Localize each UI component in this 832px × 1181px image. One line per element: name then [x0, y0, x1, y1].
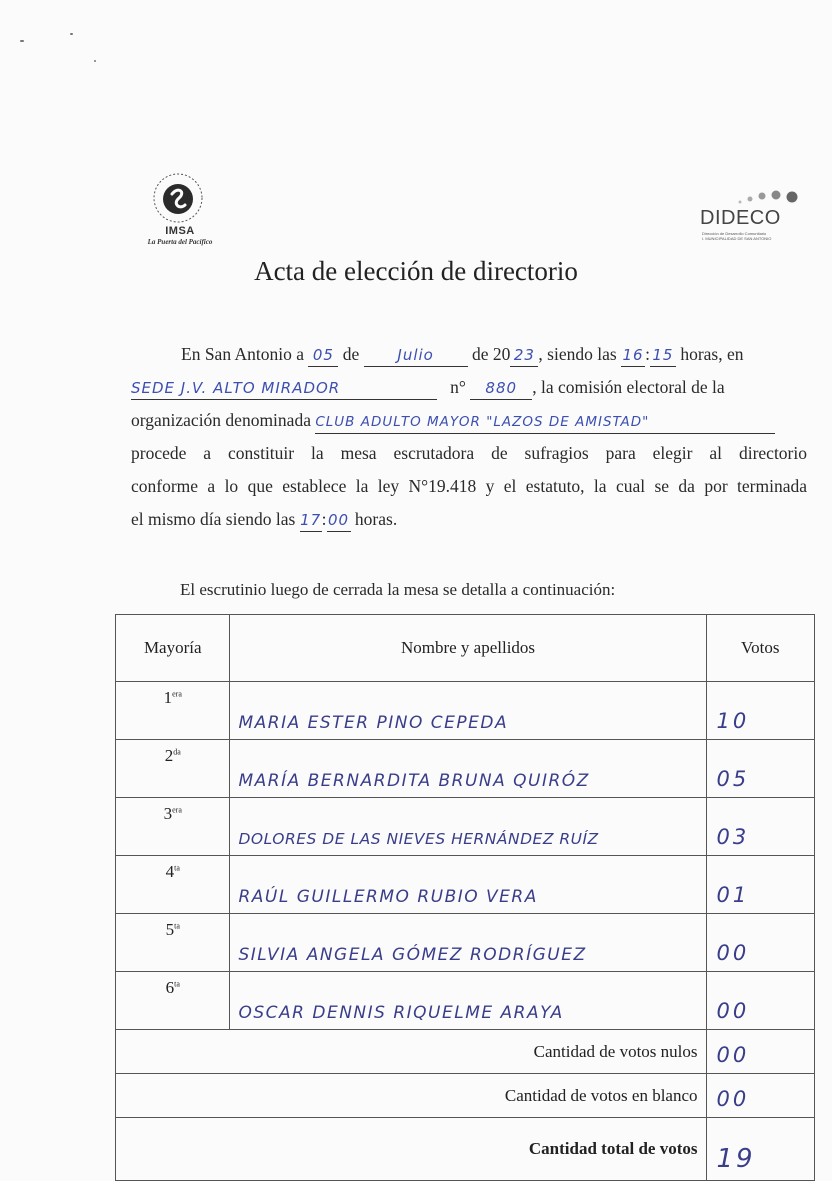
end-minute-value: 00	[328, 511, 350, 529]
text-fragment: horas, en	[680, 344, 744, 364]
table-row	[116, 740, 815, 798]
rank-cell	[116, 740, 230, 798]
rank-cell	[116, 682, 230, 740]
candidate-votes: 05	[716, 767, 750, 791]
body-line-5: conforme a lo que establece la ley N°19.418 y el estatuto, la cual se da por terminada	[131, 476, 807, 496]
null-votes-label: Cantidad de votos nulos	[116, 1030, 707, 1074]
rank-cell	[116, 856, 230, 914]
rank-suffix: ta	[174, 921, 180, 931]
candidate-name: DOLORES DE LAS NIEVES HERNÁNDEZ RUÍZ	[238, 830, 599, 848]
dideco-logo-subtitle: Dirección de Desarrollo Comunitario	[702, 231, 767, 236]
dideco-logo	[696, 188, 806, 248]
votes-cell	[706, 798, 814, 856]
total-votes-row	[116, 1118, 815, 1181]
table-row	[116, 914, 815, 972]
blank-votes-label: Cantidad de votos en blanco	[116, 1074, 707, 1118]
organization-value: CLUB ADULTO MAYOR "LAZOS DE AMISTAD"	[315, 414, 650, 430]
body-paragraph	[131, 338, 807, 536]
table-row	[116, 798, 815, 856]
table-row	[116, 972, 815, 1030]
blank-votes-value: 00	[716, 1087, 750, 1111]
location-blank	[131, 376, 437, 400]
dideco-dots-icon	[732, 188, 802, 208]
time-separator: :	[321, 509, 327, 529]
month-blank	[364, 343, 468, 367]
text-fragment: , siendo las	[538, 344, 617, 364]
text-fragment: de 20	[472, 344, 511, 364]
candidate-votes: 01	[716, 883, 750, 907]
null-votes-row	[116, 1030, 815, 1074]
body-line-6	[131, 503, 807, 536]
month-value: Julio	[397, 346, 434, 364]
dideco-logo-municipality: I. MUNICIPALIDAD DE SAN ANTONIO	[702, 236, 772, 241]
start-hour-blank	[621, 343, 645, 367]
candidate-name: RAÚL GUILLERMO RUBIO VERA	[238, 887, 538, 907]
name-cell	[230, 682, 706, 740]
blank-votes-cell	[706, 1074, 814, 1118]
votes-cell	[706, 972, 814, 1030]
header-rank: Mayoría	[116, 615, 230, 682]
null-votes-value: 00	[716, 1043, 750, 1067]
imsa-emblem-icon	[152, 172, 204, 224]
name-cell	[230, 798, 706, 856]
location-number-blank	[470, 376, 532, 400]
candidate-name: OSCAR DENNIS RIQUELME ARAYA	[238, 1003, 564, 1023]
end-minute-blank	[327, 508, 351, 532]
table-header-row	[116, 615, 815, 682]
scan-speck	[70, 33, 73, 35]
votes-cell	[706, 740, 814, 798]
null-votes-cell	[706, 1030, 814, 1074]
rank-number: 3	[163, 804, 173, 823]
dideco-logo-name: DIDECO	[700, 207, 781, 229]
name-cell	[230, 972, 706, 1030]
body-line-2	[131, 371, 807, 404]
year-value: 23	[513, 346, 535, 364]
day-value: 05	[312, 346, 334, 364]
votes-cell	[706, 856, 814, 914]
candidate-name: MARIA ESTER PINO CEPEDA	[238, 713, 509, 733]
blank-votes-row	[116, 1074, 815, 1118]
rank-suffix: era	[172, 689, 182, 699]
total-votes-cell	[706, 1118, 814, 1181]
day-blank	[308, 343, 338, 367]
text-fragment: el mismo día siendo las	[131, 509, 296, 529]
rank-suffix: era	[172, 805, 182, 815]
start-minute-blank	[650, 343, 676, 367]
candidate-votes: 00	[716, 941, 750, 965]
start-minute-value: 15	[652, 346, 674, 364]
end-hour-value: 17	[300, 511, 322, 529]
rank-number: 5	[165, 920, 175, 939]
votes-cell	[706, 914, 814, 972]
document-title: Acta de elección de directorio	[254, 256, 578, 286]
scan-speck	[20, 40, 24, 42]
number-label: n°	[450, 377, 466, 397]
body-line-3	[131, 404, 807, 437]
location-value: SEDE J.V. ALTO MIRADOR	[131, 379, 341, 397]
name-cell	[230, 914, 706, 972]
candidate-name: MARÍA BERNARDITA BRUNA QUIRÓZ	[238, 771, 590, 791]
imsa-logo-tagline: La Puerta del Pacífico	[147, 238, 213, 246]
rank-suffix: da	[173, 747, 181, 757]
name-cell	[230, 856, 706, 914]
imsa-logo-name: IMSA	[165, 225, 195, 237]
organization-blank	[315, 409, 775, 434]
text-fragment: horas.	[354, 509, 398, 529]
rank-cell	[116, 798, 230, 856]
location-number-value: 880	[485, 379, 518, 397]
candidate-name: SILVIA ANGELA GÓMEZ RODRÍGUEZ	[238, 945, 587, 965]
start-hour-value: 16	[622, 346, 644, 364]
rank-number: 6	[165, 978, 175, 997]
table-row	[116, 682, 815, 740]
scan-speck	[94, 60, 96, 62]
rank-number: 2	[164, 746, 174, 765]
candidate-votes: 10	[716, 709, 750, 733]
end-hour-blank	[300, 508, 322, 532]
candidate-votes: 03	[716, 825, 750, 849]
body-line-4: procede a constituir la mesa escrutadora de sufragios para elegir al directorio	[131, 443, 807, 463]
rank-number: 4	[165, 862, 175, 881]
header-votes: Votos	[706, 615, 814, 682]
rank-suffix: ta	[174, 979, 180, 989]
votes-cell	[706, 682, 814, 740]
rank-number: 1	[163, 688, 173, 707]
rank-suffix: ta	[174, 863, 180, 873]
name-cell	[230, 740, 706, 798]
table-row	[116, 856, 815, 914]
total-votes-value: 19	[716, 1144, 756, 1174]
rank-cell	[116, 914, 230, 972]
candidate-votes: 00	[716, 999, 750, 1023]
results-table	[115, 614, 815, 1181]
total-votes-label: Cantidad total de votos	[116, 1118, 707, 1181]
table-intro: El escrutinio luego de cerrada la mesa se detalla a continuación:	[180, 580, 616, 599]
header-name: Nombre y apellidos	[230, 615, 706, 682]
text-fragment: , la comisión electoral de la	[532, 377, 725, 397]
text-fragment: organización denominada	[131, 410, 311, 430]
text-fragment: de	[342, 344, 360, 364]
rank-cell	[116, 972, 230, 1030]
imsa-logo	[130, 172, 230, 252]
time-separator: :	[645, 344, 650, 364]
text-fragment: En San Antonio a	[181, 344, 304, 364]
body-line-1	[131, 338, 807, 371]
year-blank	[510, 343, 538, 367]
